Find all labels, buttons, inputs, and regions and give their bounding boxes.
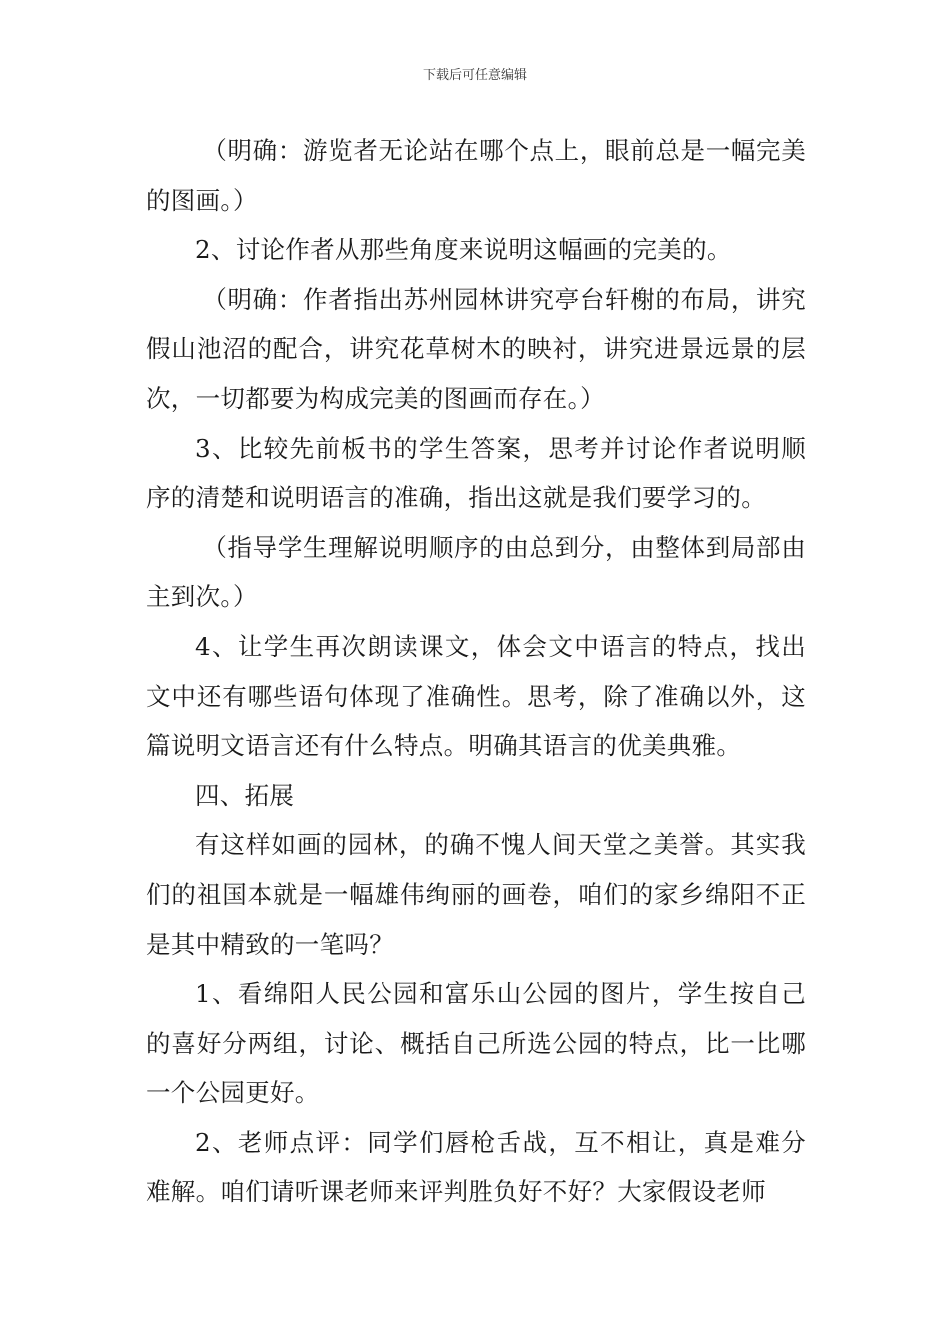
paragraph-item-2: 2、讨论作者从那些角度来说明这幅画的完美的。 [195,235,732,265]
paragraph-extension-1: 1、看绵阳人民公园和富乐山公园的图片，学生按自己的喜好分两组，讨论、概括自己所选公园的特点，比一比哪一个公园更好。 [146,979,806,1108]
paragraph-item-3: 3、比较先前板书的学生答案，思考并讨论作者说明顺序的清楚和说明语言的准确，指出这就是我们要学习的。 [146,433,806,513]
paragraph-guide: （指导学生理解说明顺序的由总到分，由整体到局部由主到次。） [146,532,806,612]
paragraph-item-4: 4、让学生再次朗读课文，体会文中语言的特点，找出文中还有哪些语句体现了准确性。思考，除了准确以外，这篇说明文语言还有什么特点。明确其语言的优美典雅。 [146,631,806,761]
paragraph-extension-intro: 有这样如画的园林，的确不愧人间天堂之美誉。其实我们的祖国本就是一幅雄伟绚丽的画卷，咱们的家乡绵阳不正是其中精致的一笔吗？ [146,830,806,959]
document-body [146,126,806,1217]
paragraph-clarify-1: （明确：游览者无论站在哪个点上，眼前总是一幅完美的图画。） [146,136,806,215]
section-heading-extension: 四、拓展 [195,780,295,810]
page-header: 下载后可任意编辑 [422,68,527,83]
paragraph-clarify-2: （明确：作者指出苏州园林讲究亭台轩榭的布局，讲究假山池沼的配合，讲究花草树木的映衬，讲究进景远景的层次，一切都要为构成完美的图画而存在。） [146,284,806,413]
paragraph-extension-2: 2、老师点评：同学们唇枪舌战，互不相让，真是难分难解。咱们请听课老师来评判胜负好不好？大家假设老师 [146,1127,806,1207]
